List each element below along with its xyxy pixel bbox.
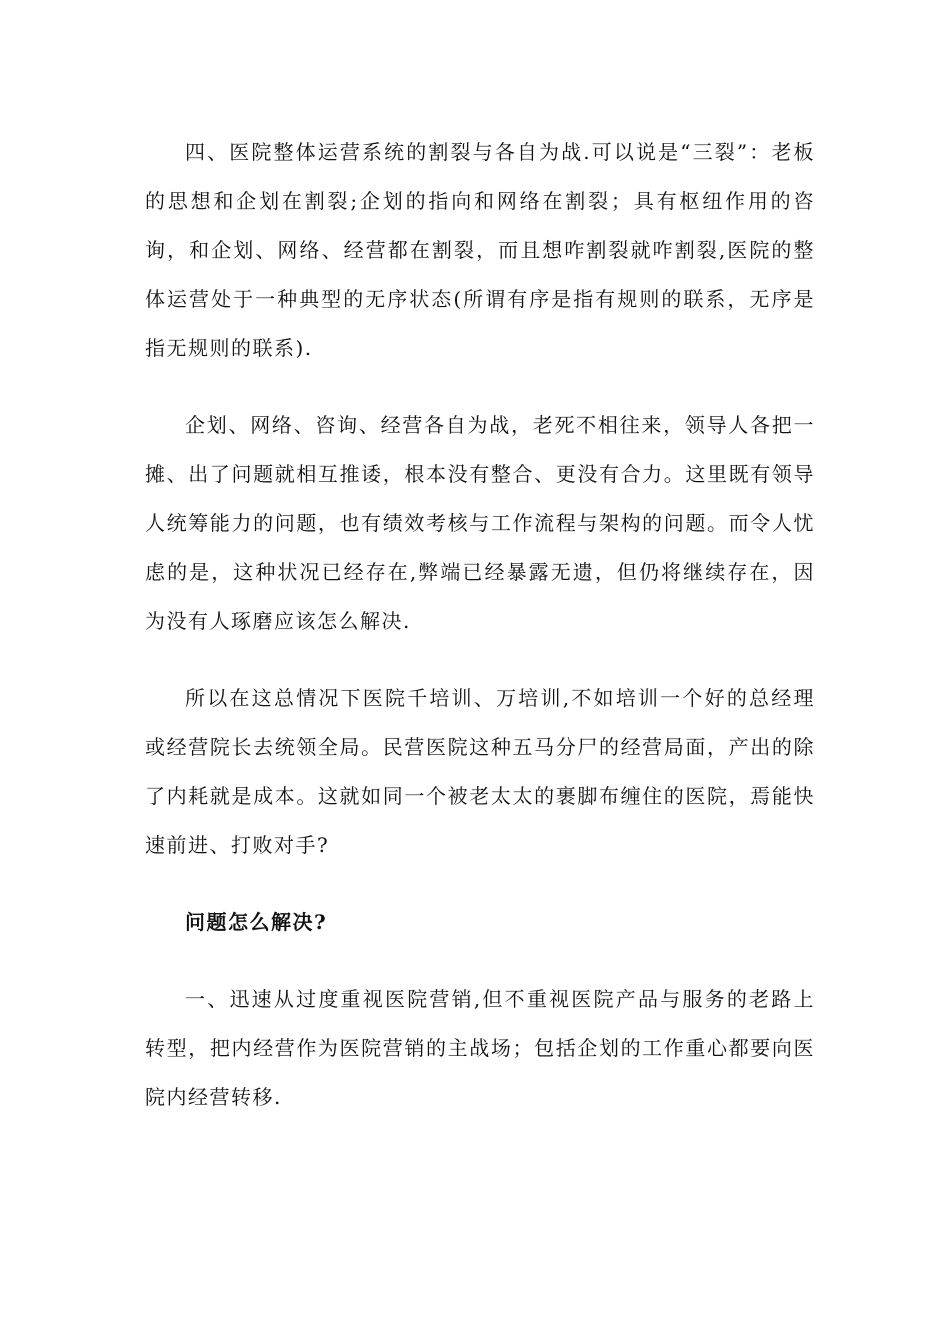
paragraph-fighting-alone: 企划、网络、咨询、经营各自为战，老死不相往来，领导人各把一摊、出了问题就相互推诿，根本没有整合、更没有合力。这里既有领导人统筹能力的问题，也有绩效考核与工作流程与架构的问题。而令人忧虑的是，这种状况已经存在,弊端已经暴露无遗，但仍将继续存在，因为没有人琢磨应该怎么解决. xyxy=(145,413,815,633)
paragraph-operations-split: 四、医院整体运营系统的割裂与各自为战.可以说是“三裂”：老板的思想和企划在割裂;企划的指向和网络在割裂；具有枢纽作用的咨询，和企划、网络、经营都在割裂，而且想咋割裂就咋割裂,医院的整体运营处于一种典型的无序状态(所谓有序是指有规则的联系，无序是指无规则的联系). xyxy=(145,140,815,360)
paragraph-solution-one: 一、迅速从过度重视医院营销,但不重视医院产品与服务的老路上转型，把内经营作为医院营销的主战场；包括企划的工作重心都要向医院内经营转移. xyxy=(145,987,815,1109)
section-heading: 问题怎么解决? xyxy=(185,910,328,934)
document-body xyxy=(145,128,815,1150)
paragraph-training: 所以在这总情况下医院千培训、万培训,不如培训一个好的总经理或经营院长去统领全局。民营医院这种五马分尸的经营局面，产出的除了内耗就是成本。这就如同一个被老太太的裹脚布缠住的医院，焉能快速前进、打败对手? xyxy=(145,686,815,857)
